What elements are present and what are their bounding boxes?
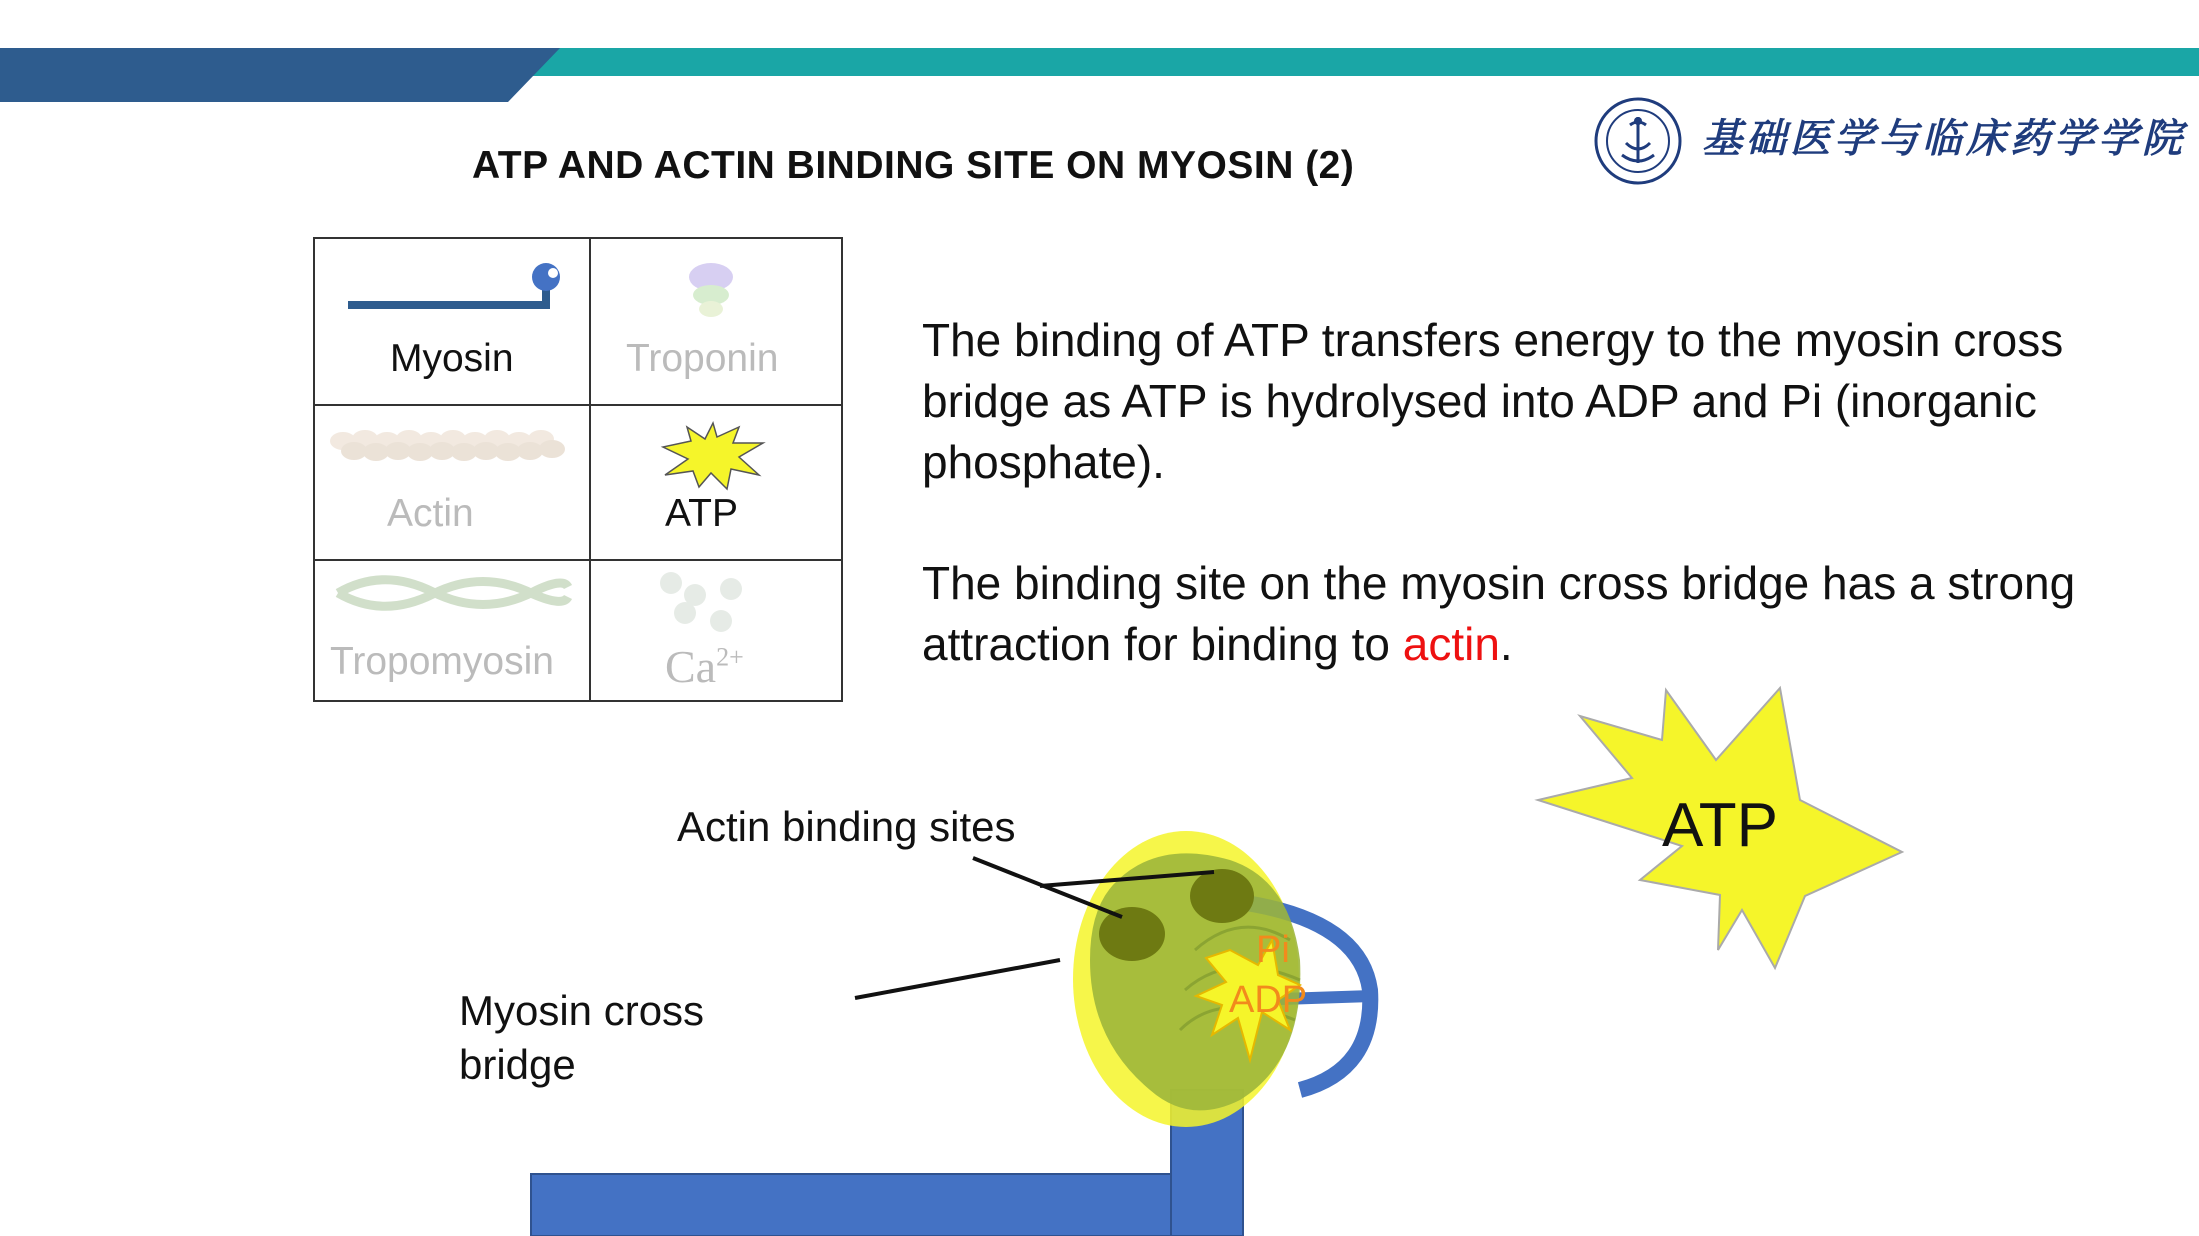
legend-atp-label: ATP xyxy=(665,492,738,535)
institution-name: 基础医学与临床药学学院 xyxy=(1702,115,2186,162)
cross-bridge-label-line1: Myosin cross xyxy=(459,987,705,1034)
paragraph-atp-hydrolysis: The binding of ATP transfers energy to the myosin cross bridge as ATP is hydrolysed into ADP and Pi (inorganic phosphate). xyxy=(922,314,2064,488)
pi-label: Pi xyxy=(1256,929,1290,971)
adp-label: ADP xyxy=(1229,979,1308,1021)
myosin-tail xyxy=(531,1174,1243,1236)
cross-bridge-label-line2: bridge xyxy=(459,1041,576,1088)
actin-binding-sites-label: Actin binding sites xyxy=(677,803,1016,850)
legend-troponin-label: Troponin xyxy=(626,337,779,380)
legend-tropomyosin-label: Tropomyosin xyxy=(330,640,554,683)
paragraph-binding-site-text: The binding site on the myosin cross bridge has a strong attraction for binding to xyxy=(922,557,2076,670)
calcium-charge: 2+ xyxy=(716,642,744,672)
calcium-symbol: Ca xyxy=(665,641,717,692)
actin-highlight: actin xyxy=(1402,618,1500,670)
actin-binding-site-1 xyxy=(1099,907,1165,961)
atp-burst-label: ATP xyxy=(1662,791,1778,860)
paragraph-binding-site-end: . xyxy=(1499,618,1513,670)
legend-myosin-label: Myosin xyxy=(390,337,514,380)
slide-title: ATP AND ACTIN BINDING SITE ON MYOSIN (2) xyxy=(472,144,1355,187)
actin-binding-site-2 xyxy=(1190,869,1254,923)
legend-actin-label: Actin xyxy=(387,492,474,535)
pointer-line-3 xyxy=(855,960,1060,998)
